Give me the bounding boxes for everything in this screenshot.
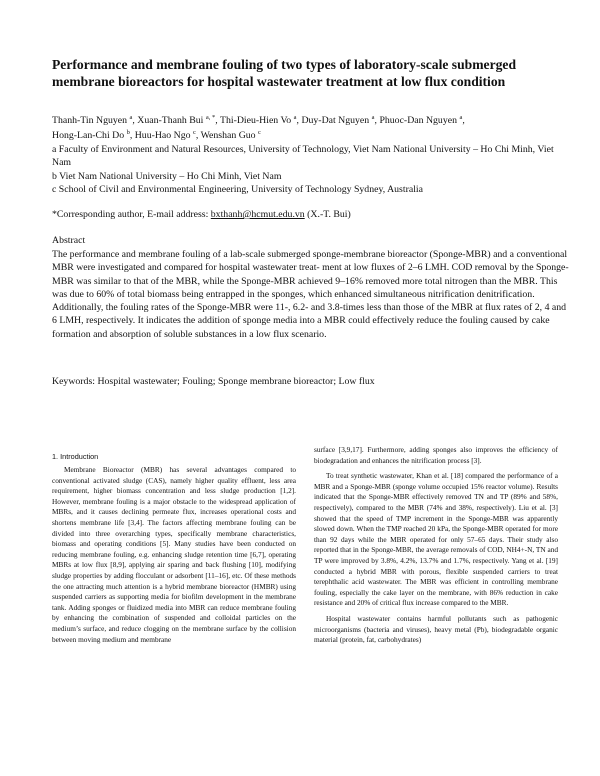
author-affil-mark: c: [192, 129, 196, 136]
affiliation-c: c School of Civil and Environmental Engineering, University of Technology Sydney, Australia: [52, 184, 423, 196]
author-name: Hong-Lan-Chi Do: [52, 130, 125, 141]
author-line-2: Hong-Lan-Chi Do $^b$, Huu-Hao Ngo $^c$, Wenshan Guo $^c$: [52, 129, 261, 141]
affiliation-a: a Faculty of Environment and Natural Resources, University of Technology, Viet Nam National University – Ho Chi Minh, Viet Nam: [52, 144, 554, 169]
author-affil-mark: a: [459, 114, 463, 121]
email-link[interactable]: bxthanh@hcmut.edu.vn: [210, 209, 305, 220]
corresponding-prefix: *Corresponding author, E-mail address:: [52, 209, 211, 220]
paper-title: Performance and membrane fouling of two types of laboratory-scale submerged membrane bioreactors for hospital wastewater treatment at low flux condition: [52, 57, 516, 89]
body-paragraph: Membrane Bioreactor (MBR) has several advantages compared to conventional activated sludge (CAS), namely higher quality effluent, less area requirement, higher biomass concentration and less sludge production [1,2]. However, membrane fouling is a major obstacle to the widespread application of MBRs, and it causes declining permeate flux, increases operational costs and shortens membrane life [3,4]. The factors affecting membrane fouling can be divided into three overarching types, specifically membrane characteristics, biomass and operating conditions [5]. Many studies have been conducted on reducing membrane fouling, e.g. enhancing sludge retention time [6,7], operating MBRs at low flux [8,9], applying air sparing and back flushing [10], modifying sludge properties by adding flocculant or adsorbent [11–16], etc. Of these methods the one attracting much attention is a hybrid membrane bioreactor (HMBR) using suspended carriers as supporting media for biofilm development in the membrane tank. Adding sponges or fluidized media into MBR can reduce membrane fouling by enhancing the combination of suspended and colloidal particles on the medium’s surface, and reduce clogging on the membrane surface by the collision between moving medium and membrane: [52, 465, 296, 644]
affiliation-b: b Viet Nam National University – Ho Chi Minh, Viet Nam: [52, 170, 282, 182]
abstract-heading: Abstract: [52, 235, 86, 246]
right-column: [314, 445, 558, 651]
author-name: Wenshan Guo: [200, 130, 256, 141]
corresponding-author: [52, 208, 572, 221]
abstract-text: The performance and membrane fouling of a lab-scale submerged sponge-membrane bioreactor (Sponge-MBR) and a conventional MBR were investigated and compared for hospital wastewater treat- ment at low fluxes of 2–6 LMH. COD removal by the Sponge-MBR was similar to that of the MBR, while the Sponge-MBR achieved 9–16% removed more total nitrogen than the MBR. This was due to 60% of total biomass being entrapped in the sponges, which enhanced simultaneous nitrification denitrification. Additionally, the fouling rates of the Sponge-MBR were 11-, 6.2- and 3.8-times less than those of the MBR at flux rates of 2, 4 and 6 LMH, respectively. It indicates the addition of sponge media into a MBR could effectively reduce the fouling caused by cake formation and absorption of soluble substances in a low flux scenario.: [52, 249, 569, 340]
author-name: Thanh-Tin Nguyen: [52, 115, 128, 126]
author-name: Phuoc-Dan Nguyen: [379, 115, 457, 126]
author-affil-mark: c: [258, 129, 261, 136]
corresponding-suffix: (X.-T. Bui): [304, 209, 351, 220]
body-paragraph: Hospital wastewater contains harmful pollutants such as pathogenic microorganisms (bacteria and viruses), heavy metal (Pb), biodegradable organic material (protein, fat, carbohydrates): [314, 613, 558, 645]
section-heading: 1. Introduction: [52, 452, 99, 461]
author-name: Xuan-Thanh Bui: [137, 115, 204, 126]
author-line-1: Thanh-Tin Nguyen $^a$, Xuan-Thanh Bui $^{a, *}$, Thi-Dieu-Hien Vo $^a$, Duy-Dat Nguyen $^a$, Phuoc-Dan Nguyen $^a$,: [52, 114, 465, 126]
author-affil-mark: a, *: [205, 114, 216, 121]
author-name: Duy-Dat Nguyen: [301, 115, 370, 126]
author-list: [52, 113, 572, 143]
keywords: Keywords: Hospital wastewater; Fouling; Sponge membrane bioreactor; Low flux: [52, 376, 375, 387]
author-affil-mark: a: [129, 114, 133, 121]
body-paragraph: To treat synthetic wastewater, Khan et al. [18] compared the performance of a MBR and a Sponge-MBR (sponge volume occupied 15% reactor volume). Results indicated that the Sponge-MBR effectively removed TN and TP (89% and 58%, respectively), compared to the MBR (74% and 38%, respectively). Liu et al. [3] showed that the speed of TMP increment in the Sponge-MBR was apparently slowed down. When the TMP reached 20 kPa, the Sponge-MBR operated for more than 92 days while the MBR operated for only 57–65 days. Their study also reported that in the Sponge-MBR, the average removals of COD, NH4+-N, TN and TP were improved by 3.8%, 4.2%, 13.7% and 1.7%, respectively. Yang et al. [19] conducted a hybrid MBR with porous, flexible suspended carriers to treat terephthalic acid wastewater. The MBR was efficient in controlling membrane fouling, especially the cake layer on the membrane, with 86% reduction in cake resistance and 20% of critical flux increase compared to the MBR.: [314, 471, 558, 608]
left-column: [52, 465, 296, 650]
author-affil-mark: b: [126, 129, 130, 136]
author-affil-mark: a: [371, 114, 375, 121]
author-name: Huu-Hao Ngo: [134, 130, 191, 141]
author-name: Thi-Dieu-Hien Vo: [219, 115, 292, 126]
affiliation-list: [52, 143, 572, 197]
body-paragraph: surface [3,9,17]. Furthermore, adding sponges also improves the efficiency of biodegradation and enhances the nitrification process [3].: [314, 445, 558, 465]
author-affil-mark: a: [293, 114, 297, 121]
